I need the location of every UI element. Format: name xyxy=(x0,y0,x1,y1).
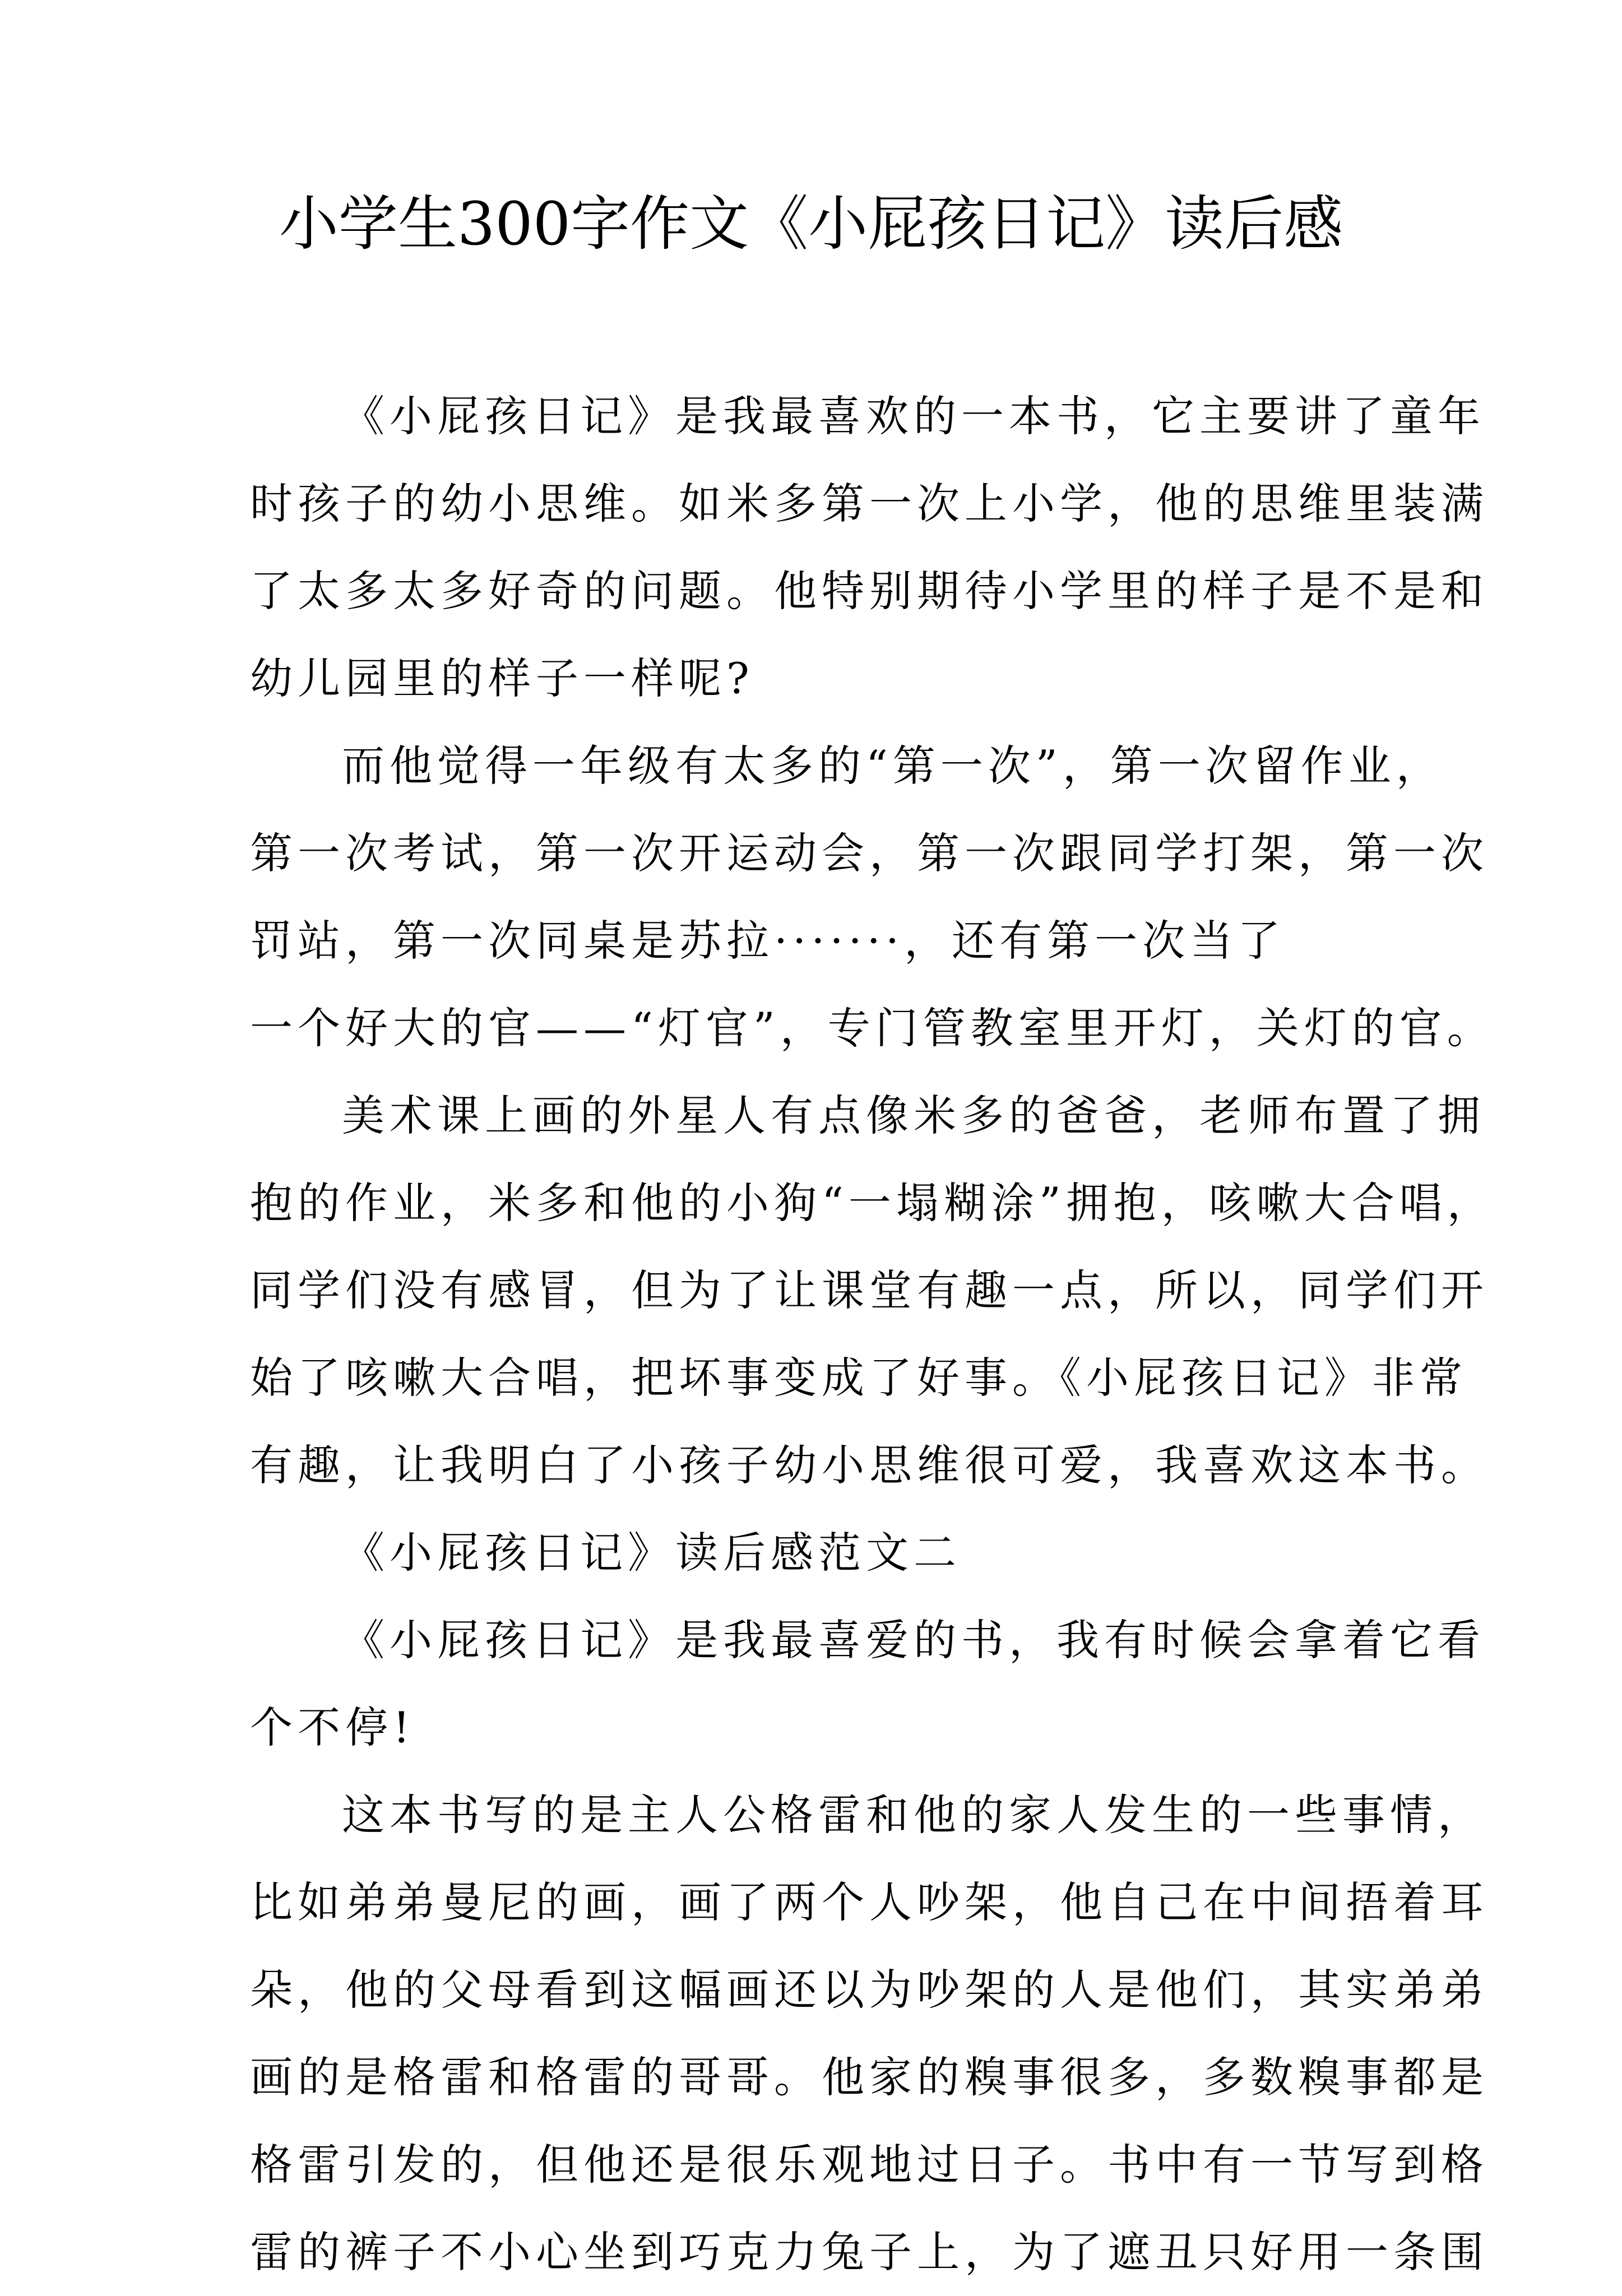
text-line: 抱的作业，米多和他的小狗“一塌糊涂”拥抱，咳嗽大合唱， xyxy=(250,1178,1495,1228)
text-line: 比如弟弟曼尼的画，画了两个人吵架，他自己在中间捂着耳 xyxy=(250,1877,1489,1927)
text-line: 这本书写的是主人公格雷和他的家人发生的一些事情， xyxy=(342,1790,1485,1840)
text-line: 一个好大的官——“灯官”，专门管教室里开灯，关灯的官。 xyxy=(250,1003,1495,1053)
document-title: 小学生300字作文《小屁孩日记》读后感 xyxy=(279,189,1343,258)
text-line: 个不停! xyxy=(250,1703,415,1752)
section-heading: 《小屁孩日记》读后感范文二 xyxy=(342,1528,961,1578)
text-line: 时孩子的幼小思维。如米多第一次上小学，他的思维里装满 xyxy=(250,479,1489,528)
text-line: 《小屁孩日记》是我最喜爱的书，我有时候会拿着它看 xyxy=(342,1615,1485,1665)
text-line: 画的是格雷和格雷的哥哥。他家的糗事很多，多数糗事都是 xyxy=(250,2052,1489,2102)
text-line: 《小屁孩日记》是我最喜欢的一本书，它主要讲了童年 xyxy=(342,391,1485,441)
text-line: 始了咳嗽大合唱，把坏事变成了好事。《小屁孩日记》非常 xyxy=(250,1353,1467,1403)
text-line: 朵，他的父母看到这幅画还以为吵架的人是他们，其实弟弟 xyxy=(250,1965,1489,2015)
text-line: 有趣，让我明白了小孩子幼小思维很可爱，我喜欢这本书。 xyxy=(250,1440,1489,1490)
text-line: 了太多太多好奇的问题。他特别期待小学里的样子是不是和 xyxy=(250,566,1489,616)
document-body xyxy=(250,373,1495,2296)
text-line: 美术课上画的外星人有点像米多的爸爸，老师布置了拥 xyxy=(342,1091,1485,1140)
text-line: 雷的裤子不小心坐到巧克力兔子上，为了遮丑只好用一条围 xyxy=(250,2227,1489,2277)
text-line: 格雷引发的，但他还是很乐观地过日子。书中有一节写到格 xyxy=(250,2140,1489,2190)
text-line: 幼儿园里的样子一样呢? xyxy=(250,653,754,703)
text-line: 罚站，第一次同桌是苏拉·······，还有第一次当了 xyxy=(250,916,1286,966)
text-line: 同学们没有感冒，但为了让课堂有趣一点，所以，同学们开 xyxy=(250,1265,1489,1315)
text-line: 而他觉得一年级有太多的“第一次”，第一次留作业， xyxy=(342,741,1444,791)
text-line: 第一次考试，第一次开运动会，第一次跟同学打架，第一次 xyxy=(250,828,1489,878)
